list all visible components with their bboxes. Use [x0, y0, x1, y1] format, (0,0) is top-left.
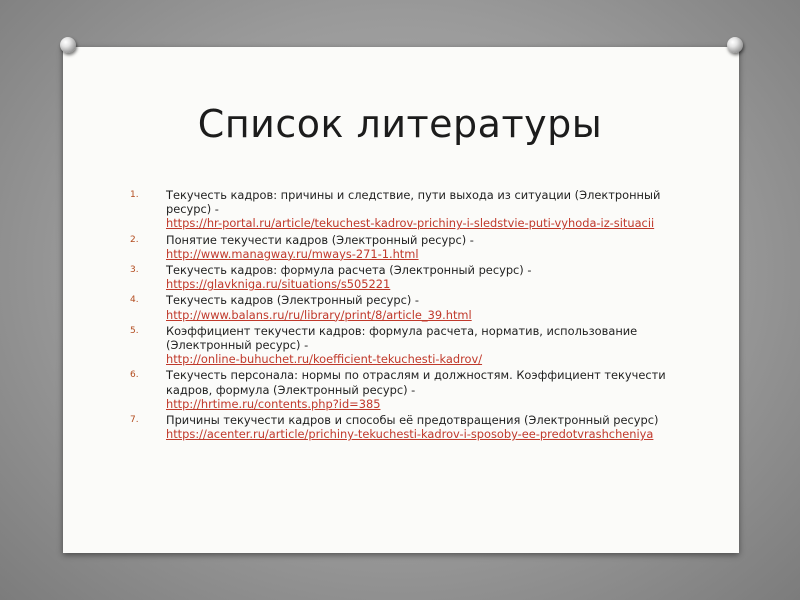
reference-item [130, 293, 686, 321]
reference-text: Текучесть кадров: формула расчета (Электронный ресурс) - [166, 263, 532, 278]
reference-text: Текучесть кадров: причины и следствие, пути выхода из ситуации (Электронный ресурс) - [166, 188, 661, 217]
reference-number: 4. [130, 295, 139, 306]
pushpin-icon [727, 37, 743, 53]
reference-number: 3. [130, 265, 139, 276]
reference-list [130, 188, 686, 443]
reference-link[interactable]: https://hr-portal.ru/article/tekuchest-kadrov-prichiny-i-sledstvie-puti-vyhoda-iz-situacii [166, 216, 655, 231]
reference-item [130, 263, 686, 291]
pushpin-icon [60, 37, 76, 53]
reference-number: 1. [130, 190, 139, 200]
reference-text: Причины текучести кадров и способы её предотвращения (Электронный ресурс) [166, 413, 659, 428]
reference-link[interactable]: http://hrtime.ru/contents.php?id=385 [166, 396, 381, 411]
reference-link[interactable]: http://online-buhuchet.ru/koefficient-tekuchesti-kadrov/ [166, 352, 483, 367]
reference-link[interactable]: http://www.managway.ru/mways-271-1.html [166, 246, 419, 261]
slide-title: Список литературы [197, 102, 603, 146]
reference-item [130, 233, 686, 261]
reference-number: 5. [130, 325, 139, 336]
reference-number: 2. [130, 234, 139, 245]
reference-number: 6. [130, 370, 139, 381]
reference-item [130, 188, 686, 231]
reference-text: Коэффициент текучести кадров: формула расчета, норматив, использование (Электронный ресурс) - [166, 323, 638, 353]
reference-link[interactable]: https://glavkniga.ru/situations/s505221 [166, 277, 391, 292]
reference-number: 7. [130, 415, 139, 426]
reference-link[interactable]: https://acenter.ru/article/prichiny-tekuchesti-kadrov-i-sposoby-ee-predotvrashcheniya [166, 427, 654, 442]
reference-item [130, 413, 686, 441]
reference-text: Понятие текучести кадров (Электронный ресурс) - [166, 232, 474, 247]
reference-text: Текучесть кадров (Электронный ресурс) - [166, 293, 420, 308]
reference-text: Текучесть персонала: нормы по отраслям и должностям. Коэффициент текучести кадров, формула (Электронный ресурс) - [166, 368, 666, 397]
reference-item [130, 324, 686, 367]
reference-link[interactable]: http://www.balans.ru/ru/library/print/8/article_39.html [166, 307, 472, 322]
reference-item [130, 368, 686, 411]
